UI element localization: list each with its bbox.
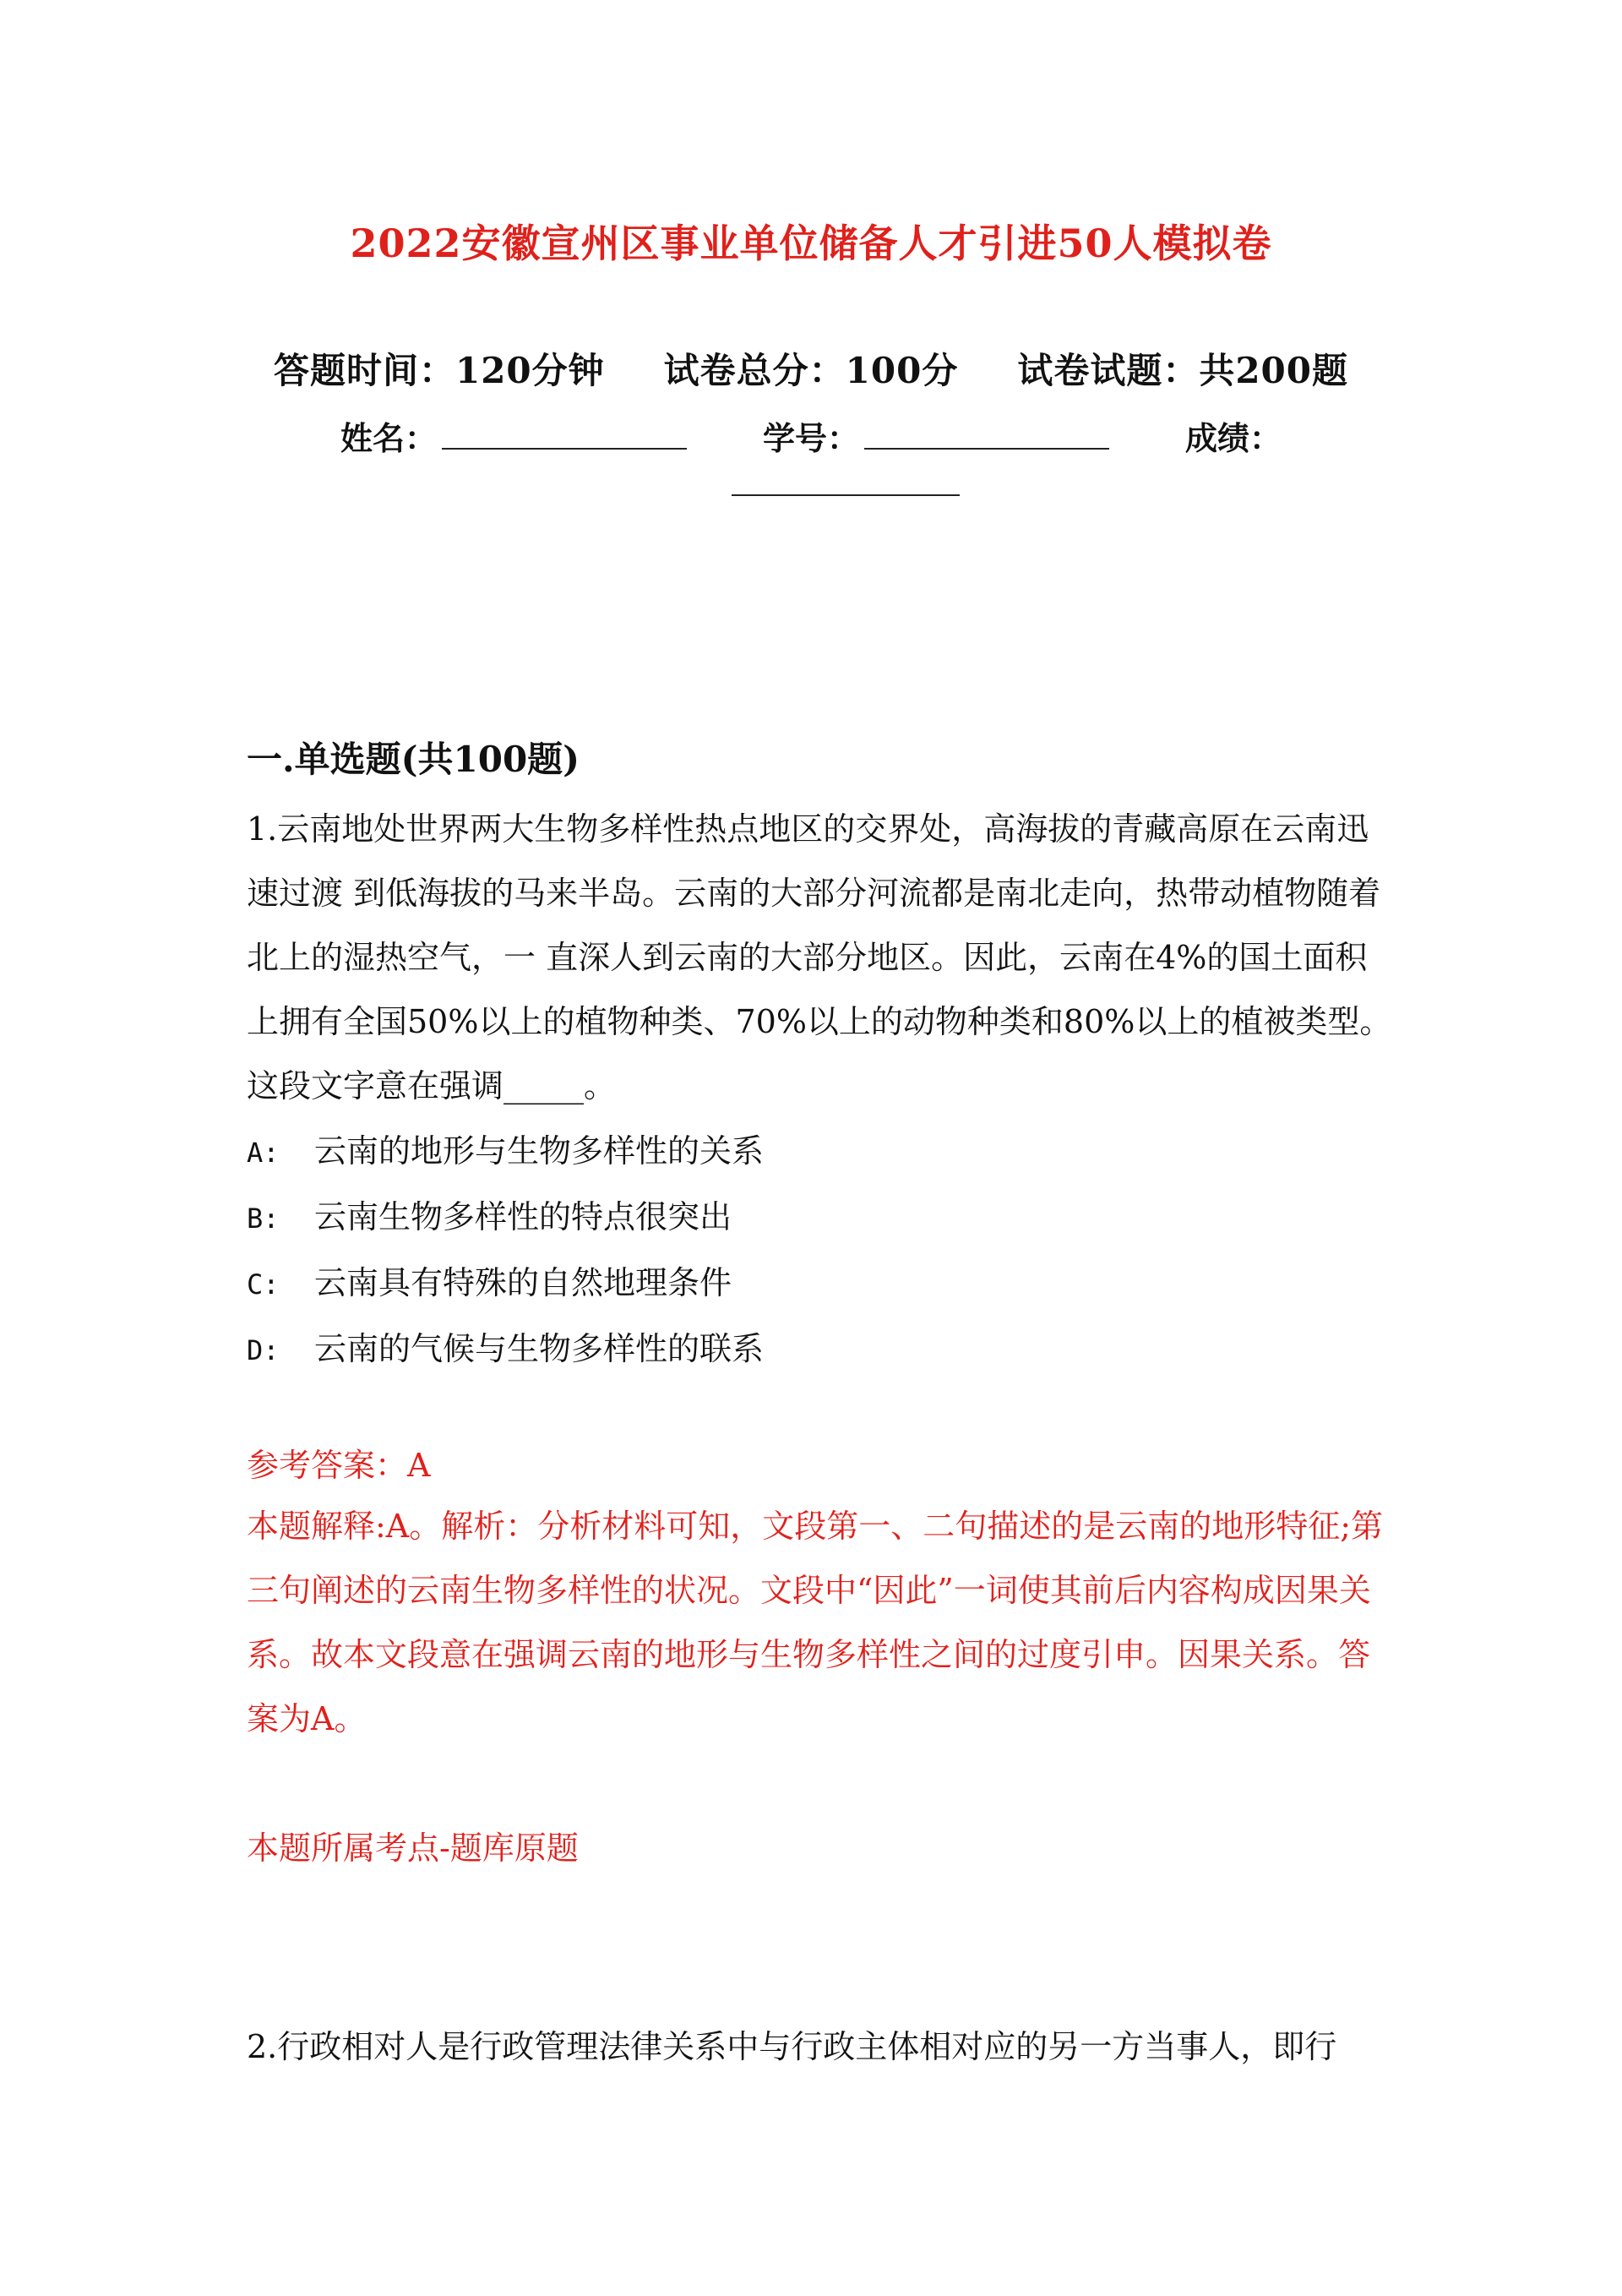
student-id-blank	[864, 423, 1109, 450]
option-b-text: 云南生物多样性的特点很突出	[314, 1198, 732, 1235]
option-c	[247, 1251, 764, 1317]
option-b-letter: B:	[247, 1203, 280, 1235]
student-info	[0, 412, 1622, 459]
option-c-letter: C:	[247, 1268, 280, 1301]
option-d-text: 云南的气候与生物多样性的联系	[314, 1330, 765, 1367]
option-a-letter: A:	[247, 1137, 280, 1169]
question-1-kaodian: 本题所属考点-题库原题	[247, 1830, 579, 1867]
question-2-stem: 2.行政相对人是行政管理法律关系中与行政主体相对应的另一方当事人，即行	[247, 2028, 1337, 2065]
section-heading: 一.单选题(共100题)	[247, 739, 580, 780]
option-b	[247, 1185, 764, 1251]
student-id-label: 学号：	[762, 419, 859, 457]
question-1-explanation: 本题解释:A。解析：分析材料可知，文段第一、二句描述的是云南的地形特征;第三句阐述的云南生物多样性的状况。文段中“因此”一词使其前后内容构成因果关系。故本文段意在强调云南的地形与生物多样性之间的过度引申。因果关系。答案为A。	[247, 1508, 1384, 1737]
exam-title: 2022安徽宣州区事业单位储备人才引进50人模拟卷	[350, 221, 1272, 266]
question-1-answer: 参考答案：A	[247, 1447, 431, 1484]
exam-time: 答题时间：120分钟	[273, 350, 605, 391]
exam-meta	[0, 343, 1622, 394]
option-a	[247, 1119, 764, 1185]
exam-question-count: 试卷试题：共200题	[1017, 350, 1348, 391]
question-1-options	[247, 1119, 764, 1383]
option-c-text: 云南具有特殊的自然地理条件	[314, 1264, 732, 1301]
option-d-letter: D:	[247, 1334, 280, 1366]
name-label: 姓名：	[340, 419, 437, 457]
name-blank	[442, 423, 687, 450]
question-1-stem: 1.云南地处世界两大生物多样性热点地区的交界处，高海拔的青藏高原在云南迅速过渡 到低海拔的马来半岛。云南的大部分河流都是南北走向，热带动植物随着北上的湿热空气，一 直深人到云南的大部分地区。因此，云南在4%的国土面积上拥有全国50%以上的植物种类、70%以上的动物种类和80%以上的植被类型。这段文字意在强调_____。	[247, 810, 1392, 1104]
grade-blank	[732, 469, 960, 496]
option-d	[247, 1317, 764, 1383]
exam-total-score: 试卷总分：100分	[663, 350, 959, 391]
grade-label: 成绩：	[1185, 419, 1282, 457]
option-a-text: 云南的地形与生物多样性的关系	[314, 1132, 765, 1170]
